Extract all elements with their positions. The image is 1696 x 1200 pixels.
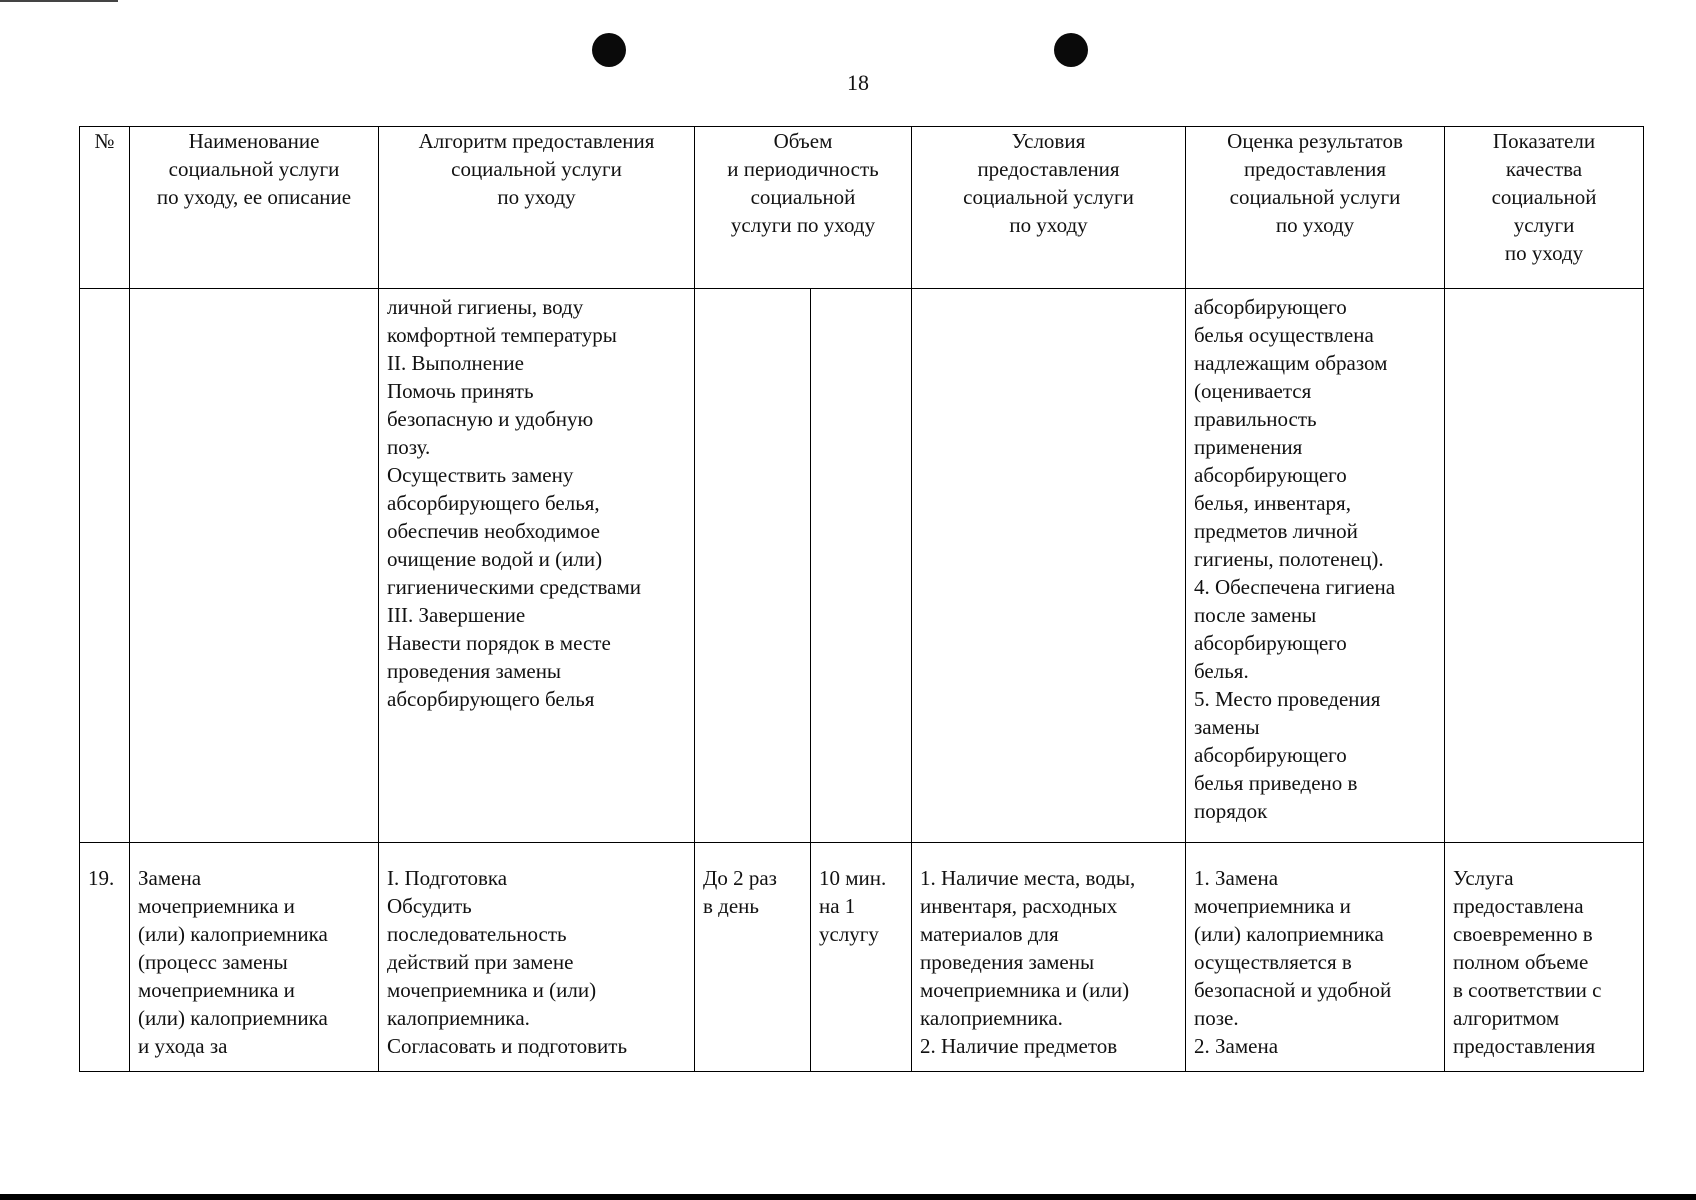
cell-duration: 10 мин. на 1 услугу: [811, 843, 912, 1072]
cell-frequency: [695, 289, 811, 843]
cell-service-name: Замена мочеприемника и (или) калоприемника (процесс замены мочеприемника и (или) калоприемника и ухода за: [130, 843, 379, 1072]
table-row: [80, 843, 1644, 1072]
cell-evaluation: 1. Замена мочеприемника и (или) калоприемника осуществляется в безопасной и удобной позе. 2. Замена: [1186, 843, 1445, 1072]
cell-algorithm: личной гигиены, воду комфортной температуры II. Выполнение Помочь принять безопасную и удобную позу. Осуществить замену абсорбирующего белья, обеспечив необходимое очищение водой и (или) гигиеническими средствами III. Завершение Навести порядок в месте проведения замены абсорбирующего белья: [379, 289, 695, 843]
cell-quality: [1445, 289, 1644, 843]
cell-evaluation: абсорбирующего белья осуществлена надлежащим образом (оценивается правильность применения абсорбирующего белья, инвентаря, предметов личной гигиены, полотенец). 4. Обеспечена гигиена после замены абсорбирующего белья. 5. Место проведения замены абсорбирующего белья приведено в порядок: [1186, 289, 1445, 843]
cell-frequency: До 2 раз в день: [695, 843, 811, 1072]
cell-conditions: [912, 289, 1186, 843]
cell-quality: Услуга предоставлена своевременно в полном объеме в соответствии с алгоритмом предоставления: [1445, 843, 1644, 1072]
table-header-row: [80, 127, 1644, 289]
header-evaluation: Оценка результатов предоставления социальной услуги по уходу: [1186, 127, 1445, 289]
punch-hole-left: [592, 33, 626, 67]
punch-hole-right: [1054, 33, 1088, 67]
services-table: [79, 126, 1644, 1072]
cell-duration: [811, 289, 912, 843]
cell-number: [80, 289, 130, 843]
cell-number: 19.: [80, 843, 130, 1072]
header-service-name: Наименование социальной услуги по уходу, ее описание: [130, 127, 379, 289]
table-row: [80, 289, 1644, 843]
header-quality: Показатели качества социальной услуги по уходу: [1445, 127, 1644, 289]
cell-service-name: [130, 289, 379, 843]
header-algorithm: Алгоритм предоставления социальной услуги по уходу: [379, 127, 695, 289]
header-number: №: [80, 127, 130, 289]
header-conditions: Условия предоставления социальной услуги по уходу: [912, 127, 1186, 289]
cell-conditions: 1. Наличие места, воды, инвентаря, расходных материалов для проведения замены мочеприемника и (или) калоприемника. 2. Наличие предметов: [912, 843, 1186, 1072]
scan-bottom-edge: [0, 1194, 1696, 1200]
page-number: 18: [847, 70, 869, 95]
scan-edge-line: [0, 0, 118, 2]
cell-algorithm: I. Подготовка Обсудить последовательность действий при замене мочеприемника и (или) калоприемника. Согласовать и подготовить: [379, 843, 695, 1072]
header-volume-frequency: Объем и периодичность социальной услуги по уходу: [695, 127, 912, 289]
